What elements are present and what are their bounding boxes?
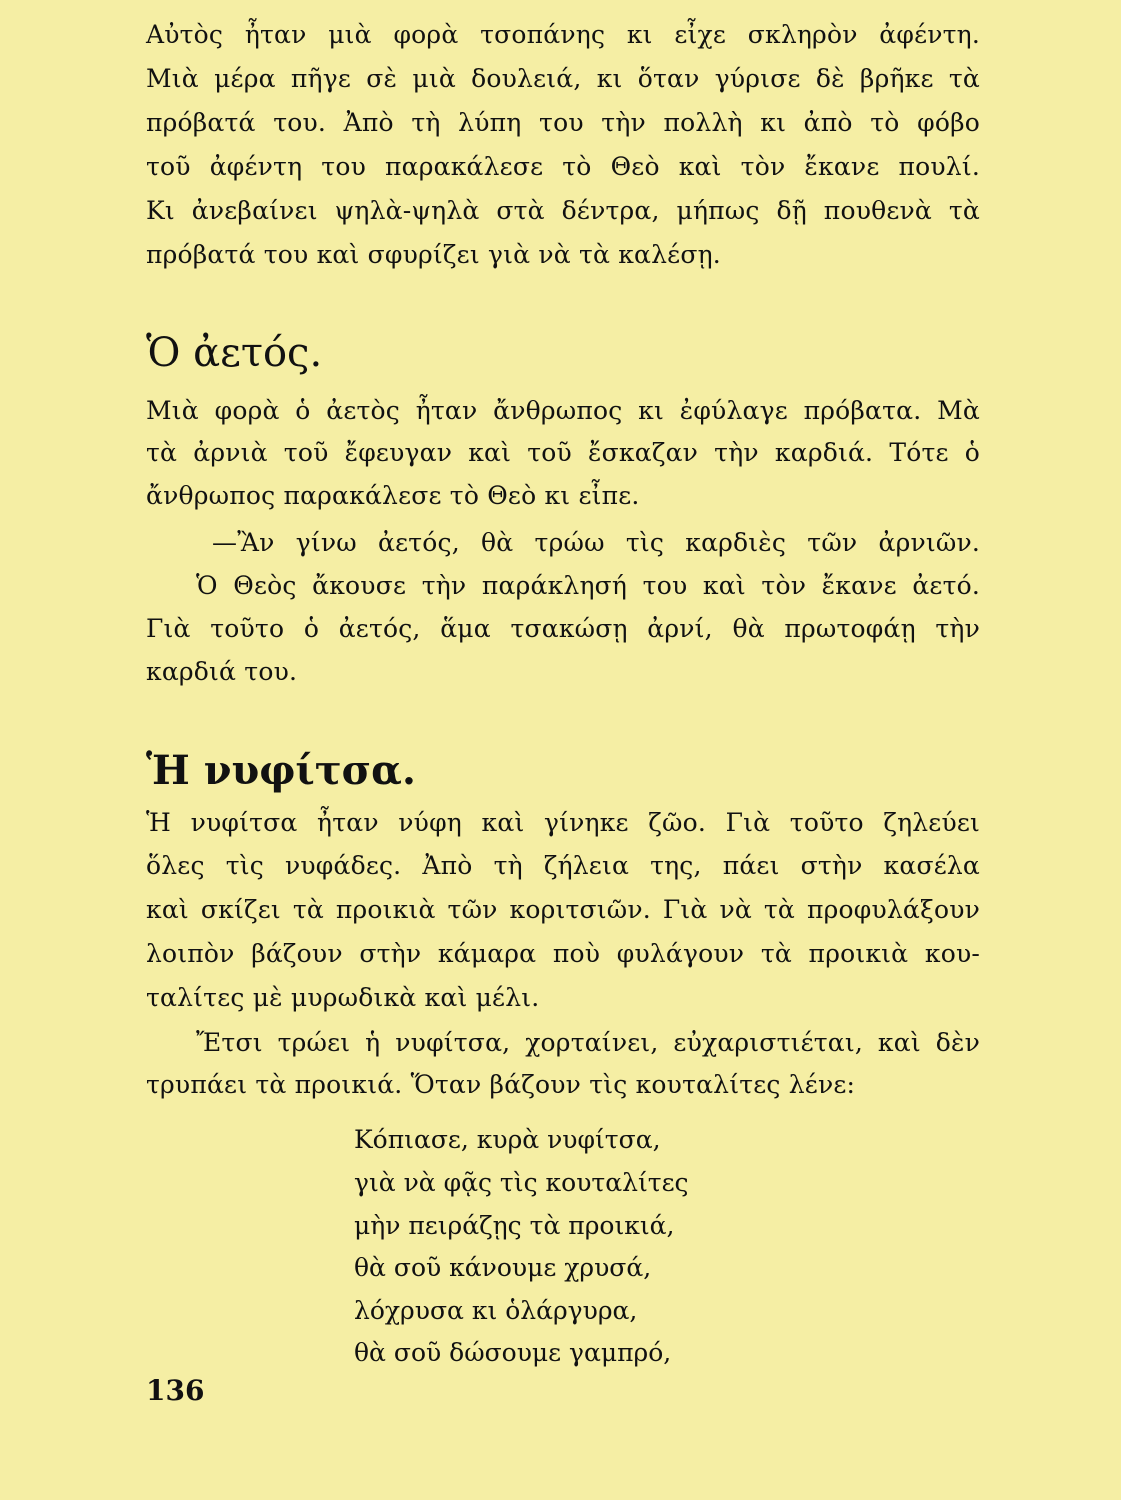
text-line: Κι ἀνεβαίνει ψηλὰ-ψηλὰ στὰ δέντρα, μήπως δῇ πουθενὰ τὰ	[146, 196, 980, 225]
poem-line: θὰ σοῦ κάνουμε χρυσά,	[354, 1253, 652, 1282]
text-line: πρόβατά του. Ἀπὸ τὴ λύπη του τὴν πολλὴ κι ἀπὸ τὸ φόβο	[146, 108, 980, 137]
text-line: ὅλες τὶς νυφάδες. Ἀπὸ τὴ ζήλεια της, πάει στὴν κασέλα	[146, 851, 980, 880]
text-line: καὶ σκίζει τὰ προικιὰ τῶν κοριτσιῶν. Γιὰ νὰ τὰ προφυλάξουν	[146, 895, 980, 924]
text-line: Γιὰ τοῦτο ὁ ἀετός, ἅμα τσακώσῃ ἀρνί, θὰ πρωτοφάῃ τὴν	[146, 614, 980, 643]
dialog-line: —Ἂν γίνω ἀετός, θὰ τρώω τὶς καρδιὲς τῶν ἀρνιῶν.	[212, 528, 980, 557]
text-line: Ἡ νυφίτσα ἦταν νύφη καὶ γίνηκε ζῶο. Γιὰ τοῦτο ζηλεύει	[146, 808, 980, 837]
text-line: ἄνθρωπος παρακάλεσε τὸ Θεὸ κι εἶπε.	[146, 481, 640, 510]
poem-line: γιὰ νὰ φᾷς τὶς κουταλίτες	[354, 1168, 689, 1197]
text-line: τὰ ἀρνιὰ τοῦ ἔφευγαν καὶ τοῦ ἔσκαζαν τὴν καρδιά. Τότε ὁ	[146, 438, 980, 467]
text-line: πρόβατά του καὶ σφυρίζει γιὰ νὰ τὰ καλέσῃ.	[146, 240, 721, 269]
text-line: Ὁ Θεὸς ἄκουσε τὴν παράκλησή του καὶ τὸν ἔκανε ἀετό.	[196, 571, 980, 600]
poem-line: θὰ σοῦ δώσουμε γαμπρό,	[354, 1338, 672, 1367]
text-line: λοιπὸν βάζουν στὴν κάμαρα ποὺ φυλάγουν τὰ προικιὰ κου-	[146, 939, 980, 968]
text-line: Μιὰ μέρα πῆγε σὲ μιὰ δουλειά, κι ὅταν γύρισε δὲ βρῆκε τὰ	[146, 64, 980, 93]
text-line: Ἔτσι τρώει ἡ νυφίτσα, χορταίνει, εὐχαριστιέται, καὶ δὲν	[196, 1028, 980, 1057]
poem-line: λόχρυσα κι ὁλάργυρα,	[354, 1296, 638, 1325]
page-number: 136	[146, 1374, 205, 1407]
section-heading: Ὁ ἀετός.	[146, 330, 323, 376]
section-heading: Ἡ νυφίτσα.	[146, 747, 416, 794]
poem-line: Κόπιασε, κυρὰ νυφίτσα,	[354, 1125, 661, 1154]
poem-line: μὴν πειράζῃς τὰ προικιά,	[354, 1211, 675, 1240]
text-line: Αὐτὸς ἦταν μιὰ φορὰ τσοπάνης κι εἶχε σκληρὸν ἀφέντη.	[146, 20, 980, 49]
text-line: Μιὰ φορὰ ὁ ἀετὸς ἦταν ἄνθρωπος κι ἐφύλαγε πρόβατα. Μὰ	[146, 396, 980, 425]
text-line: ταλίτες μὲ μυρωδικὰ καὶ μέλι.	[146, 983, 540, 1012]
text-line: καρδιά του.	[146, 657, 298, 686]
text-line: τρυπάει τὰ προικιά. Ὅταν βάζουν τὶς κουταλίτες λένε:	[146, 1070, 856, 1099]
text-line: τοῦ ἀφέντη του παρακάλεσε τὸ Θεὸ καὶ τὸν ἔκανε πουλί.	[146, 152, 980, 181]
